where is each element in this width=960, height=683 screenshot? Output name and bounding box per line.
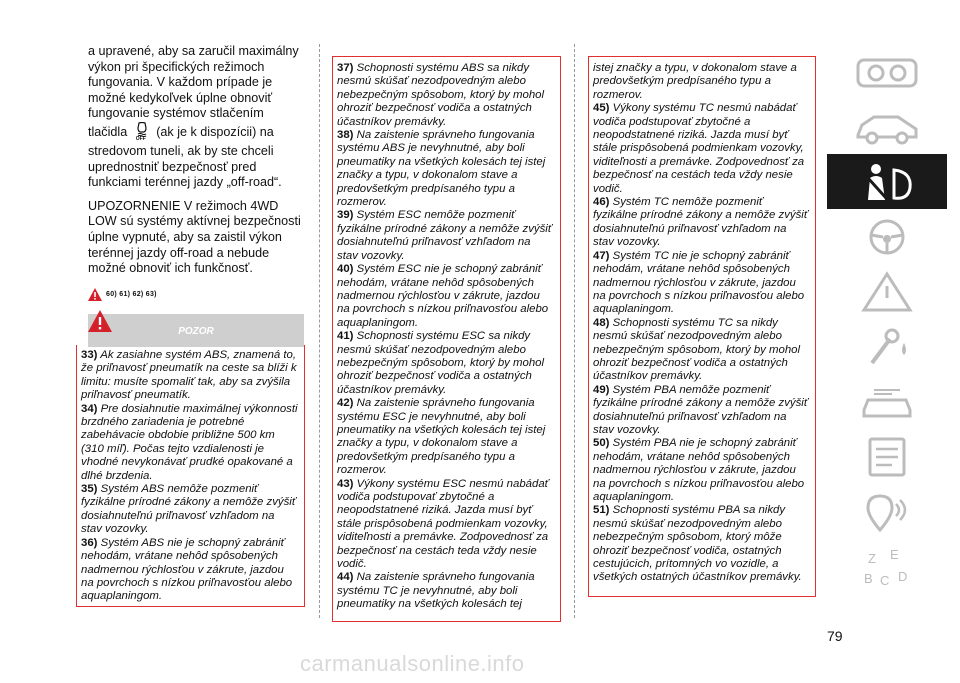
svg-text:B: B <box>864 570 873 586</box>
warning-number: 48) <box>593 316 610 329</box>
warning-text: Ak zasiahne systém ABS, znamená to, že priľnavosť pneumatík na ceste sa blíži k limitu: musíte spomaliť tak, aby sa zvýšila priľnavosť pneumatík. <box>81 349 297 402</box>
paragraph-text-before-icon: a upravené, aby sa zaručil maximálny výkon pri špecifických režimoch fungovania. V každom prípade je možné kedykoľvek úplne obnoviť fungovanie systémov stlačením tlačidla <box>88 44 299 139</box>
warning-number: 35) <box>81 483 98 496</box>
warning-item <box>593 196 809 250</box>
paragraph-text-after-icon: (ak je k dispozícii) na stredovom tuneli, ak by ste chceli uprednostniť bezpečnosť pred funkciami terénnej jazdy „off-road“. <box>88 124 282 190</box>
svg-text:E: E <box>890 546 899 562</box>
warning-item <box>81 483 298 537</box>
warning-number: 34) <box>81 402 98 415</box>
warning-number: 33) <box>81 349 98 361</box>
warning-text: Systém TC nie je schopný zabrániť nehodám, vrátane nehôd spôsobených nadmernou rýchlosťou v zákrute, jazdou na povrchoch s nízkou priľnavosťou alebo aquaplaningom. <box>593 249 805 316</box>
warning-number: 45) <box>593 102 610 115</box>
warning-item <box>593 384 809 438</box>
pozor-header <box>88 314 304 347</box>
car-side-icon <box>852 105 922 149</box>
warning-item <box>593 317 809 384</box>
alphabet-index-icon <box>852 545 922 589</box>
warning-number: 41) <box>337 330 354 343</box>
warning-number: 47) <box>593 249 610 262</box>
warning-text: Na zaistenie správneho fungovania systému ESC je nevyhnutné, aby boli pneumatiky na všetkých kolesách tej istej značky a typu, v dokonalom stave a predovšetkým predpísaného typu a rozmerov. <box>337 397 546 477</box>
warning-number: 44) <box>337 571 354 584</box>
rail-technical-data[interactable] <box>827 374 947 429</box>
rail-driving[interactable] <box>827 209 947 264</box>
rail-multimedia[interactable] <box>827 484 947 539</box>
warning-text: Systém PBA nemôže pozmeniť fyzikálne prírodné zákony a nemôže zvýšiť dosiahnuteľnú priľnavosť vzhľadom na stav vozovky. <box>593 383 808 436</box>
warning-text: Schopnosti systému ABS sa nikdy nesmú skúšať nezodpovedným alebo nebezpečným spôsobom, ktorý by mohol ohroziť bezpečnosť vodiča a ostatných účastníkov premávky. <box>337 62 545 128</box>
warning-item <box>81 403 298 483</box>
warning-text: Výkony systému TC nesmú nabádať vodiča podstupovať zbytočné a neopodstatnené riziká. Jazda musí byť stále prispôsobená podmienkam vozovky, viditeľnosti a premávke. Zodpovednosť za bezpečnosť na cestách teda vždy nesie vodič. <box>593 102 805 195</box>
warning-item <box>337 571 554 611</box>
svg-text:C: C <box>880 572 890 588</box>
warning-text: Systém ESC nemôže pozmeniť fyzikálne prírodné zákony a nemôže zvýšiť dosiahnuteľnú priľnavosť vzhľadom na stav vozovky. <box>337 209 552 262</box>
rail-dashboard[interactable] <box>827 44 947 99</box>
paragraph-systems <box>88 44 304 191</box>
steering-wheel-icon <box>852 215 922 259</box>
warning-triangle-icon <box>852 270 922 314</box>
warning-item <box>593 437 809 504</box>
warning-number: 38) <box>337 129 354 142</box>
esc-off-button-icon <box>135 122 149 144</box>
watermark: carmanualsonline.info <box>300 651 525 676</box>
warning-text: Na zaistenie správneho fungovania systému TC je nevyhnutné, aby boli pneumatiky na všetkých kolesách tej <box>337 571 535 611</box>
warning-number: 49) <box>593 383 610 396</box>
warning-text: Systém ABS nemôže pozmeniť fyzikálne prírodné zákony a nemôže zvýšiť dosiahnuteľnú priľnavosť vzhľadom na stav vozovky. <box>81 483 296 536</box>
warning-number: 51) <box>593 504 610 517</box>
warning-item <box>337 263 554 330</box>
seatbelt-airbag-icon <box>852 160 922 204</box>
warning-number: 50) <box>593 437 610 450</box>
warning-box-2 <box>332 56 561 622</box>
rail-safety[interactable] <box>827 154 947 209</box>
warning-text: Výkony systému ESC nesmú nabádať vodiča podstupovať zbytočné a neopodstatnené riziká. Jazda musí byť stále prispôsobená podmienkam vozovky, viditeľnosti a premávke. Zodpovednosť za bezpečnosť na cestách teda vždy nesie vodič. <box>337 477 549 571</box>
media-location-icon <box>852 490 922 534</box>
svg-text:Z: Z <box>868 550 876 566</box>
warning-box-1 <box>76 345 305 607</box>
warning-continuation: istej značky a typu, v dokonalom stave a predovšetkým predpísaného typu a rozmerov. <box>593 62 797 101</box>
rail-emergency[interactable] <box>827 264 947 319</box>
car-dashboard-icon <box>852 50 922 94</box>
wrench-oil-icon <box>852 325 922 369</box>
warning-text: Systém PBA nie je schopný zabrániť nehodám, vrátane nehôd spôsobených nadmernou rýchlosťou v zákrute, jazdou na povrchoch s nízkou priľnavosťou alebo aquaplaningom. <box>593 437 805 503</box>
page-number: 79 <box>827 628 843 644</box>
warning-text: Pre dosiahnutie maximálnej výkonnosti brzdného zariadenia je potrebné zabehávacie obdobie približne 500 km (310 míľ). Počas tejto vzdialenosti je vhodné nevykonávať prudké opakované a dlhé brzdenia. <box>81 402 298 482</box>
warning-item <box>337 129 554 209</box>
warning-item <box>81 537 298 604</box>
column-1 <box>88 44 304 347</box>
warning-number: 40) <box>337 263 354 276</box>
warning-number: 37) <box>337 62 354 74</box>
warning-text: Systém ESC nie je schopný zabrániť nehodám, vrátane nehôd spôsobených nadmernou rýchlosťou v zákrute, jazdou na povrchoch s nízkou priľnavosťou alebo aquaplaningom. <box>337 263 549 329</box>
warning-text: Systém ABS nie je schopný zabrániť nehodám, vrátane nehôd spôsobených nadmernou rýchlosťou v zákrute, jazdou na povrchoch s nízkou priľnavosťou alebo aquaplaningom. <box>81 536 293 603</box>
warning-text: Systém TC nemôže pozmeniť fyzikálne prírodné zákony a nemôže zvýšiť dosiahnuteľnú priľnavosť vzhľadom na stav vozovky. <box>593 196 808 249</box>
off-label: OFF <box>135 135 146 142</box>
warning-item <box>337 478 554 572</box>
rail-index[interactable] <box>827 429 947 484</box>
warning-number: 39) <box>337 209 354 222</box>
rail-alphabetical-index[interactable] <box>827 539 947 594</box>
warning-item <box>81 349 298 403</box>
warning-item <box>593 250 809 317</box>
warning-item <box>337 330 554 397</box>
warning-text: Schopnosti systému ESC sa nikdy nesmú skúšať nezodpovedným alebo nebezpečným spôsobom, ktorý by mohol ohroziť bezpečnosť vodiča a ostatných účastníkov premávky. <box>337 330 545 396</box>
warning-number: 43) <box>337 477 354 490</box>
svg-text:D: D <box>898 568 908 584</box>
warning-number: 46) <box>593 196 610 209</box>
warning-triangle-icon <box>88 288 102 301</box>
warning-item <box>593 102 809 196</box>
warning-item <box>337 62 554 129</box>
warning-text: Na zaistenie správneho fungovania systému ABS je nevyhnutné, aby boli pneumatiky na všetkých kolesách tej istej značky a typu, v dokonalom stave a predovšetkým predpísaného typu a rozmerov. <box>337 129 546 209</box>
car-specs-icon <box>852 380 922 424</box>
warning-item <box>337 397 554 477</box>
checklist-icon <box>852 435 922 479</box>
warning-box-3 <box>588 56 816 597</box>
warning-number: 42) <box>337 397 354 410</box>
warning-number: 36) <box>81 536 98 549</box>
rail-maintenance[interactable] <box>827 319 947 374</box>
warning-text: Schopnosti systému TC sa nikdy nesmú skúšať nezodpovedným alebo nebezpečným spôsobom, ktorý by mohol ohroziť bezpečnosť vodiča a ostatných účastníkov premávky. <box>593 316 801 383</box>
warning-text: Schopnosti systému PBA sa nikdy nesmú skúšať nezodpovedným alebo nebezpečným spôsobom, ktorý môže ohroziť bezpečnosť vodiča, ostatných cestujúcich, prítomných vo vozidle, a všetkých ostatných účastníkov premávky. <box>593 504 802 584</box>
column-divider <box>319 44 320 618</box>
pozor-title: POZOR <box>178 326 214 338</box>
rail-car[interactable] <box>827 99 947 154</box>
chapter-navigation-rail <box>827 44 947 594</box>
reference-numbers: 60) 61) 62) 63) <box>106 290 157 298</box>
paragraph-4wd-low: UPOZORNENIE V režimoch 4WD LOW sú systémy aktívnej bezpečnosti úplne vypnuté, aby sa zaistil výkon terénnej jazdy off-road a nebude možné obnoviť ich funkčnosť. <box>88 198 301 276</box>
warning-item <box>593 504 809 584</box>
warning-references <box>88 287 304 303</box>
column-divider <box>574 44 575 618</box>
warning-item <box>337 209 554 263</box>
